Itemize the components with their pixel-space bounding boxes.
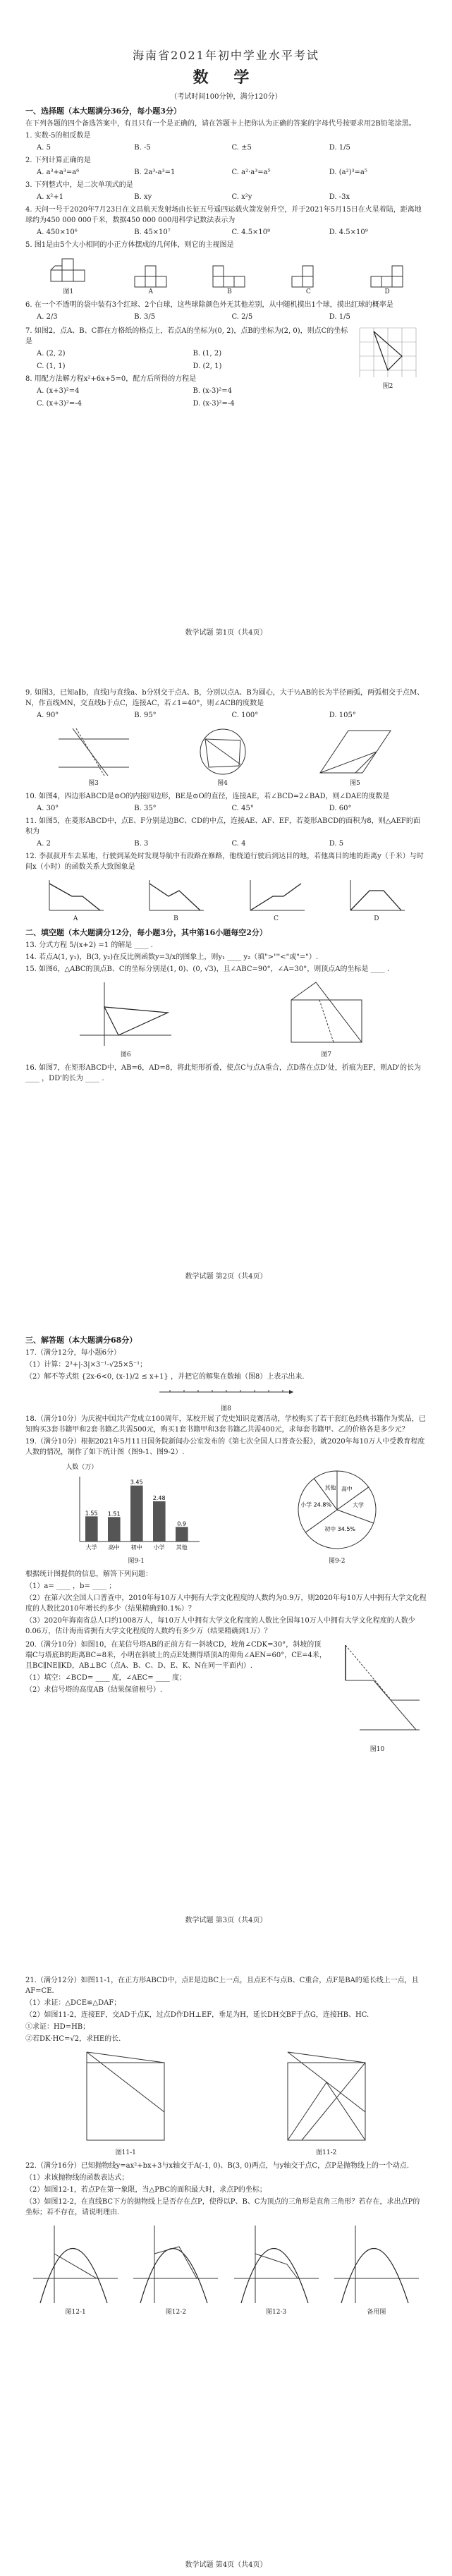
question-19-sub-2: （1）a= ____ ，b= ____ ； bbox=[25, 1582, 116, 1590]
option-c: C. 45° bbox=[231, 805, 254, 812]
square-figure-2-icon bbox=[274, 2049, 379, 2147]
question-10: 10. 如图4，四边形ABCD是⊙O的内接四边形，BE是⊙O的直径，连接AE，若∠BCD=2∠BAD，则∠DAE的度数是 bbox=[25, 793, 390, 800]
question-21-part-2: （2）如图11-2，连接EF，交AD于点K，过点D作DH⊥EF，垂足为H，延长DH交BF于点G，连接HB、HC. bbox=[25, 2011, 369, 2019]
pie-chart bbox=[288, 1464, 386, 1556]
graph-d-icon bbox=[345, 877, 408, 915]
option-b-figure bbox=[212, 264, 247, 295]
option-a: A. 2/3 bbox=[37, 313, 58, 321]
figure-11-2-label: 图11-2 bbox=[316, 2149, 337, 2156]
figures-12 bbox=[25, 2222, 427, 2316]
page-1-content bbox=[25, 42, 427, 616]
figure-12-3 bbox=[231, 2222, 322, 2316]
figures-6-7 bbox=[25, 979, 427, 1058]
option-c: C. ±5 bbox=[231, 144, 252, 152]
question-22-part-3: （3）如图12-2，在直线BC下方的抛物线上是否存在点P，使得以P、B、C为顶点的三角形是直角三角形？若存在，求出点P的坐标；若不存在，请说明理由. bbox=[25, 2198, 420, 2216]
question-13: 13. 分式方程 5/(x+2) =1 的解是 ____ . bbox=[25, 941, 153, 949]
question-21: 21.（满分12分）如图11-1，在正方形ABCD中，点E是边BC上一点，且点E不与点B、C重合，点F是BA的延长线上一点，且AF=CE. bbox=[25, 1977, 419, 1995]
section-1-title: 一、选择题（本大题满分36分，每小题3分） bbox=[25, 106, 181, 116]
bar-value-label: 0.9 bbox=[177, 1520, 187, 1527]
question-6-options bbox=[37, 312, 427, 322]
figure-2-label: 图2 bbox=[382, 383, 393, 390]
option-a: A. a³+a³=a⁶ bbox=[37, 169, 80, 176]
figure-12-3-label: 图12-3 bbox=[266, 2309, 287, 2316]
option-c: C. 2/5 bbox=[231, 313, 253, 321]
view-d-icon bbox=[369, 264, 405, 288]
figure-4-label: 图4 bbox=[217, 780, 228, 787]
question-17: 17.（满分12分，每小题6分） bbox=[25, 1349, 121, 1357]
circle-figure-icon bbox=[191, 725, 255, 778]
option-d: D. 60° bbox=[329, 805, 352, 812]
option-a: A. 450×10⁶ bbox=[37, 228, 78, 236]
figure-9-2-label: 图9-2 bbox=[329, 1558, 346, 1565]
question-1-options bbox=[37, 142, 427, 153]
exam-title: 海南省2021年初中学业水平考试 bbox=[133, 49, 319, 62]
option-a: A. (2, 2) bbox=[37, 350, 66, 358]
page-3-content bbox=[25, 1330, 427, 1903]
option-c: C. 100° bbox=[231, 712, 259, 719]
page-2-footer: 数学试题 第2页（共4页） bbox=[185, 1273, 267, 1281]
parallel-lines-figure-icon bbox=[55, 725, 133, 778]
question-21-part-3: ①求证：HD=HB； bbox=[25, 2023, 90, 2031]
parabola-spare-figure-icon bbox=[331, 2222, 422, 2307]
question-20-part-2: （2）求信号塔的高度AB（结果保留根号）. bbox=[25, 1686, 163, 1694]
option-b: B. 35° bbox=[134, 805, 157, 812]
option-b: B. -5 bbox=[134, 144, 151, 152]
question-5: 5. 图1是由5个大小相同的小正方体摆成的几何体，则它的主视图是 bbox=[25, 241, 234, 249]
question-9-options bbox=[37, 710, 427, 721]
question-19: 19.（满分10分）根据2021年5月11日国务院新闻办公室发布的《第七次全国人口普查公报》，就2020年每10万人中受教育程度人数的情况，制作了如下统计图（图9-1、图9-2）. bbox=[25, 1438, 425, 1456]
figure-3-label: 图3 bbox=[88, 780, 99, 787]
bar bbox=[85, 1516, 98, 1542]
question-10-options bbox=[37, 803, 427, 814]
option-d: D. 105° bbox=[329, 712, 356, 719]
figure-12-2 bbox=[130, 2222, 221, 2316]
question-7-options-2 bbox=[37, 361, 349, 372]
question-8-options bbox=[37, 386, 349, 396]
section-2-title: 二、填空题（本大题满分12分，每小题3分，其中第16小题每空2分） bbox=[25, 928, 267, 937]
option-d: D. (a²)³=a⁵ bbox=[329, 169, 367, 176]
option-d: D. 1/5 bbox=[329, 313, 350, 321]
option-b: B. 95° bbox=[134, 712, 157, 719]
question-7-options bbox=[37, 348, 349, 359]
question-20: 20.（满分10分）如图10，在某信号塔AB的正前方有一斜坡CD，坡角∠CDK=30°，斜坡的顶端C与塔底B的距离BC=8米，小明在斜坡上的点E处测得塔顶A的仰角∠AEN=60°，CE=4米，且BC∥NE∥KD，AB⊥BC（点A、B、C、D、E、K、N在同一平面内）. bbox=[25, 1641, 326, 1670]
graph-c-label: C bbox=[274, 915, 279, 922]
category-label: 小学 bbox=[153, 1544, 165, 1551]
option-d: D. (2, 1) bbox=[193, 362, 222, 370]
spare-figure-label: 备用图 bbox=[367, 2309, 386, 2316]
category-label: 其他 bbox=[176, 1544, 188, 1551]
page-3 bbox=[0, 1288, 452, 1931]
category-label: 初中 bbox=[130, 1544, 142, 1551]
option-b-label: B bbox=[227, 288, 232, 295]
page-1-footer: 数学试题 第1页（共4页） bbox=[185, 629, 267, 637]
option-c: C. x²y bbox=[231, 193, 252, 201]
option-d: D. 4.5×10⁹ bbox=[329, 228, 368, 236]
spare-figure bbox=[331, 2222, 422, 2316]
graph-d-label: D bbox=[374, 915, 379, 922]
question-18: 18.（满分10分）为庆祝中国共产党成立100周年，某校开展了党史知识竞赛活动，学校购买了若干套红色经典书籍作为奖品，已知购买3套书籍甲和2套书籍乙共需500元，购买1套书籍甲和3套书籍乙共需400元，求每套书籍甲、乙的价格各是多少元？ bbox=[25, 1415, 426, 1434]
option-b: B. xy bbox=[134, 193, 152, 201]
question-7: 7. 如图2，点A、B、C都在方格纸的格点上，若点A的坐标为(0, 2)，点B的坐标为(2, 0)，则点C的坐标是 bbox=[25, 327, 348, 346]
triangle-axes-figure-icon bbox=[76, 979, 175, 1049]
figures-3-4-5 bbox=[25, 725, 427, 787]
question-11-options bbox=[37, 838, 427, 849]
pie-slice-label: 大学 bbox=[352, 1501, 364, 1508]
figure-7-label: 图7 bbox=[321, 1051, 332, 1058]
bar bbox=[153, 1501, 166, 1542]
option-b: B. 3/5 bbox=[134, 313, 156, 321]
question-17-part-1: （1）计算：2³+|-3|×3⁻¹-√25×5⁻¹； bbox=[25, 1361, 147, 1369]
option-d-label: D bbox=[384, 288, 390, 295]
option-c: C. (x+3)²=-4 bbox=[37, 400, 82, 408]
question-6: 6. 在一个不透明的袋中装有3个红球、2个白球，这些球除颜色外无其他差别，从中随机摸出1个球，摸出红球的概率是 bbox=[25, 301, 393, 309]
page-2 bbox=[0, 644, 452, 1288]
option-b: B. (1, 2) bbox=[193, 350, 222, 358]
option-a: A. 5 bbox=[37, 144, 51, 152]
question-8-options-2 bbox=[37, 398, 349, 409]
question-22-part-2: （2）如图12-1，若点P在第一象限，当△PBC的面积最大时，求点P的坐标； bbox=[25, 2186, 267, 2194]
page-4 bbox=[0, 1931, 452, 2576]
page-3-footer: 数学试题 第3页（共4页） bbox=[185, 1917, 267, 1924]
section-3-title: 三、解答题（本大题满分68分） bbox=[25, 1336, 138, 1345]
view-c-icon bbox=[291, 264, 326, 288]
option-a: A. 30° bbox=[37, 805, 59, 812]
view-b-icon bbox=[212, 264, 247, 288]
figure-10 bbox=[328, 1638, 427, 1753]
pie-slice-label: 高中 bbox=[341, 1486, 353, 1493]
bar-value-label: 2.48 bbox=[152, 1494, 166, 1501]
question-17-part-2: （2）解不等式组 {2x-6<0, (x-1)/2 ≤ x+1} ，并把它的解集在数轴（图8）上表示出来. bbox=[25, 1373, 305, 1381]
option-c: C. 4.5×10⁸ bbox=[231, 228, 271, 236]
figure-9-1 bbox=[66, 1462, 207, 1565]
figures-9 bbox=[25, 1462, 427, 1565]
square-figure-icon bbox=[73, 2049, 178, 2147]
option-d-figure bbox=[369, 264, 405, 295]
figure-11-1 bbox=[73, 2049, 178, 2156]
question-9: 9. 如图3，已知a∥b，直线l与直线a、b分别交于点A、B，分别以点A、B为圆心，大于½AB的长为半径画弧，两弧相交于点M、N，作直线MN，交直线b于点C，连接AC，若∠1=40°，则∠ACB的度数是 bbox=[25, 689, 424, 707]
parabola-figure-1-icon bbox=[30, 2222, 121, 2307]
question-12-graphs bbox=[25, 877, 427, 922]
option-d: D. 1/5 bbox=[329, 144, 350, 152]
figure-6-label: 图6 bbox=[120, 1051, 131, 1058]
graph-a-icon bbox=[44, 877, 107, 915]
question-20-text bbox=[25, 1638, 328, 1753]
folded-rectangle-figure-icon bbox=[277, 979, 376, 1049]
question-21-part-1: （1）求证：△DCE≌△DAF； bbox=[25, 1999, 121, 2007]
option-d: D. 5 bbox=[329, 840, 344, 848]
option-c: C. 4 bbox=[231, 840, 246, 848]
question-11: 11. 如图5，在菱形ABCD中，点E、F分别是边BC、CD的中点，连接AE、AF、EF，若菱形ABCD的面积为8，则△AEF的面积为 bbox=[25, 817, 420, 836]
pie-slice-label: 小学 24.8% bbox=[300, 1501, 331, 1508]
question-20-block bbox=[25, 1638, 427, 1753]
graph-c-icon bbox=[245, 877, 308, 915]
option-a: A. (x+3)²=4 bbox=[37, 387, 80, 395]
grid-figure-icon bbox=[353, 324, 423, 381]
question-19-sub-4: （3）2020年海南省总人口约1008万人，每10万人中拥有大学文化程度的人数比全国每10万人中拥有大学文化程度的人数少0.06万，估计海南省拥有大学文化程度的人数约有多少万（结果精确到1万）？ bbox=[25, 1617, 415, 1635]
question-3-options bbox=[37, 192, 427, 202]
question-20-part-1: （1）填空：∠BCD= ____ 度，∠AEC= ____ 度； bbox=[25, 1674, 186, 1682]
parabola-figure-2-icon bbox=[130, 2222, 221, 2307]
figure-1 bbox=[47, 255, 90, 295]
graph-b-icon bbox=[144, 877, 207, 915]
pie-slice-label: 初中 34.5% bbox=[324, 1525, 355, 1532]
bar-value-label: 3.45 bbox=[130, 1479, 143, 1486]
figure-9-1-label: 图9-1 bbox=[128, 1558, 145, 1565]
question-14: 14. 若点A(1, y₁)，B(3, y₂)在反比例函数y=3/x的图象上，则y₁ ____ y₂（填">""<"或"="）. bbox=[25, 953, 318, 961]
graph-a bbox=[44, 877, 107, 922]
bar bbox=[108, 1517, 121, 1542]
question-21-part-4: ②若DK·HC=√2，求HE的长. bbox=[25, 2035, 121, 2043]
graph-b bbox=[144, 877, 207, 922]
question-12: 12. 李叔叔开车去某地，行驶到某处时发现导航中有段路在修路，他绕道行驶后到达目的地，若他离目的地的距离y（千米）与时间x（小时）的函数关系大致图象是 bbox=[25, 853, 424, 871]
option-c: C. a²·a³=a⁵ bbox=[231, 169, 271, 176]
question-22: 22.（满分16分）已知抛物线y=ax²+bx+3与x轴交于A(-1, 0)、B(3, 0)两点，与y轴交于点C，点P是抛物线上的一个动点. bbox=[25, 2162, 409, 2170]
bar-value-label: 1.55 bbox=[85, 1510, 98, 1517]
category-label: 高中 bbox=[108, 1544, 120, 1551]
question-15: 15. 如图6，△ABC的顶点B、C的坐标分别是(1, 0)、(0, √3)，且∠ABC=90°，∠A=30°，则顶点A的坐标是 ____ . bbox=[25, 965, 390, 973]
figure-5-label: 图5 bbox=[350, 780, 360, 787]
option-d: D. (x-3)²=-4 bbox=[193, 400, 235, 408]
option-a: A. 90° bbox=[37, 712, 59, 719]
figure-4 bbox=[191, 725, 255, 787]
page-4-footer: 数学试题 第4页（共4页） bbox=[185, 2561, 267, 2569]
option-b: B. 45×10⁷ bbox=[134, 228, 171, 236]
graph-d bbox=[345, 877, 408, 922]
question-19-sub-3: （2）在第六次全国人口普查中，2010年每10万人中拥有大学文化程度的人数约为0.9万，则2020年每10万人中拥有大学文化程度的人数比2010年增长约多少（结果精确到0.1%）？ bbox=[25, 1594, 427, 1613]
option-c-label: C bbox=[305, 288, 311, 295]
figure-11-1-label: 图11-1 bbox=[115, 2149, 136, 2156]
figure-3 bbox=[55, 725, 133, 787]
question-1: 1. 实数-5的相反数是 bbox=[25, 132, 91, 140]
question-2: 2. 下列计算正确的是 bbox=[25, 157, 91, 164]
graph-a-label: A bbox=[73, 915, 78, 922]
pie-slice-label: 其他 bbox=[324, 1484, 336, 1491]
question-8: 8. 用配方法解方程x²+6x+5=0，配方后所得的方程是 bbox=[25, 375, 197, 383]
option-a: A. 2 bbox=[37, 840, 51, 848]
question-4: 4. 天问一号于2020年7月23日在文昌航天发射场由长征五号遥四运载火箭发射升空，并于2021年5月15日在火星着陆，距离地球约为450 000 000千米，数据450 000 000用科学记数法表示为 bbox=[25, 206, 422, 224]
page-1 bbox=[0, 0, 452, 644]
figure-5 bbox=[313, 725, 398, 787]
graph-c bbox=[245, 877, 308, 922]
question-22-part-1: （1）求该抛物线的函数表达式； bbox=[25, 2174, 129, 2182]
section-1-desc: 在下列各题的四个备选答案中，有且只有一个是正确的，请在答题卡上把你认为正确的答案的字母代号按要求用2B铅笔涂黑。 bbox=[25, 120, 416, 128]
question-7-8-text bbox=[25, 324, 349, 411]
figure-10-label: 图10 bbox=[369, 1746, 385, 1753]
subject-title: 数 学 bbox=[193, 68, 259, 87]
option-c: C. (1, 1) bbox=[37, 362, 66, 370]
figure-12-1 bbox=[30, 2222, 121, 2316]
exam-meta: （考试时间100分钟，满分120分） bbox=[170, 93, 282, 101]
option-a-figure bbox=[133, 264, 169, 295]
category-label: 大学 bbox=[85, 1544, 97, 1551]
figure-6 bbox=[76, 979, 175, 1058]
option-b: B. 3 bbox=[134, 840, 149, 848]
option-a-label: A bbox=[148, 288, 153, 295]
question-16: 16. 如图7，在矩形ABCD中，AB=6，AD=8，将此矩形折叠，使点C与点A重合，点D落在点D'处，折痕为EF，则AD'的长为 ____ ，DD'的长为 ____ . bbox=[25, 1064, 422, 1082]
rhombus-figure-icon bbox=[313, 725, 398, 778]
question-19-sub-1: 根据统计图提供的信息，解答下列问题： bbox=[25, 1570, 152, 1578]
question-2-options bbox=[37, 167, 427, 178]
option-a: A. x²+1 bbox=[37, 193, 63, 201]
figure-12-1-label: 图12-1 bbox=[65, 2309, 86, 2316]
option-b: B. (x-3)²=4 bbox=[193, 387, 232, 395]
figure-8 bbox=[25, 1384, 427, 1412]
question-5-figures bbox=[25, 255, 427, 295]
option-b: B. 2a³-a³=1 bbox=[134, 169, 176, 176]
page-2-content bbox=[25, 686, 427, 1259]
graph-b-label: B bbox=[173, 915, 178, 922]
option-d: D. -3x bbox=[329, 193, 350, 201]
figure-7 bbox=[277, 979, 376, 1058]
bar bbox=[176, 1527, 188, 1542]
parabola-figure-3-icon bbox=[231, 2222, 322, 2307]
view-a-icon bbox=[133, 264, 169, 288]
question-3: 3. 下列整式中，是二次单项式的是 bbox=[25, 181, 133, 189]
figure-8-label: 图8 bbox=[221, 1405, 231, 1412]
figure-1-label: 图1 bbox=[63, 288, 74, 295]
question-4-options bbox=[37, 227, 427, 238]
bar-chart bbox=[66, 1471, 207, 1556]
tower-slope-figure-icon bbox=[331, 1638, 423, 1744]
solid-figure-icon bbox=[47, 255, 90, 286]
figure-11-2 bbox=[274, 2049, 379, 2156]
number-line-icon bbox=[156, 1384, 297, 1403]
bar-chart-title: 人数（万） bbox=[66, 1464, 98, 1471]
bar bbox=[130, 1486, 143, 1542]
question-7-8-block bbox=[25, 324, 427, 411]
figure-2 bbox=[349, 324, 427, 411]
bar-value-label: 1.51 bbox=[107, 1510, 121, 1518]
figures-11 bbox=[25, 2049, 427, 2156]
page-4-content bbox=[25, 1974, 427, 2548]
figure-12-2-label: 图12-2 bbox=[165, 2309, 186, 2316]
figure-9-2 bbox=[288, 1464, 386, 1565]
option-c-figure bbox=[291, 264, 326, 295]
